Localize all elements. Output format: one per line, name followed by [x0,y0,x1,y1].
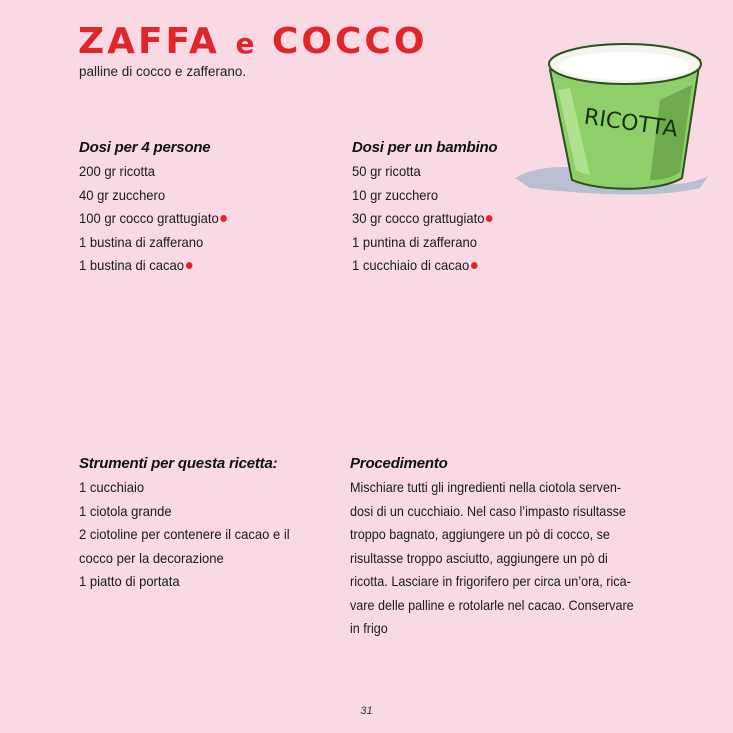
list-item [79,500,290,524]
page-number: 31 [360,705,373,717]
tools-heading: Strumenti per questa ricetta: [79,455,278,472]
list-item-text: 1 ciotola grande [79,502,172,519]
list-item [352,231,493,255]
red-dot-icon [471,262,478,269]
tools-list [79,476,305,594]
red-dot-icon [221,215,228,222]
title-part-2: e [235,27,257,60]
list-item [79,570,290,594]
list-item-text: 1 puntina di zafferano [352,233,477,250]
ingredients-4-list [79,160,238,278]
procedure-line: troppo bagnato, aggiungere un pò di cocco, se [350,526,610,542]
list-item [79,207,227,231]
list-item [352,184,493,208]
cup-label: RICOTTA [582,104,680,143]
procedure-line: dosi di un cucchiaio. Nel caso l’impasto risultasse [350,502,626,519]
subtitle: palline di cocco e zafferano. [79,64,247,79]
procedure-text [350,476,670,641]
ingredients-child-section [352,139,503,278]
tools-section [79,455,305,594]
list-item-text: 200 gr ricotta [79,163,155,179]
list-item-text: 10 gr zucchero [352,186,439,203]
list-item-text: 1 bustina di zafferano [79,233,204,250]
title-part-1: ZAFFA [78,21,220,62]
procedure-line: ricotta. Lasciare in frigorifero per circa un’ora, rica- [350,573,631,589]
list-item-text: 2 ciotoline per contenere il cacao e il [79,526,290,542]
list-item [79,254,227,278]
list-item [352,207,493,231]
list-item [79,231,227,255]
list-item-text: 30 gr cocco grattugiato [352,210,485,226]
procedure-line: risultasse troppo asciutto, aggiungere un pò di [350,549,608,566]
list-item-text: 100 gr cocco grattugiato [79,210,219,226]
ingredients-child-heading: Dosi per un bambino [352,139,498,156]
procedure-line: in frigo [350,620,388,636]
list-item [79,184,227,208]
list-item [352,254,493,278]
list-item [79,547,290,571]
red-dot-icon [186,262,193,269]
list-item-text: 1 piatto di portata [79,573,180,589]
list-item-text: 50 gr ricotta [352,163,421,179]
ingredients-child-list [352,160,503,278]
ricotta-cup-illustration [510,30,710,200]
list-item-text: cocco per la decorazione [79,549,224,566]
list-item [79,523,290,547]
list-item [79,160,227,184]
title-part-3: COCCO [271,21,428,62]
procedure-section [350,455,670,641]
procedure-line: Mischiare tutti gli ingredienti nella ciotola serven- [350,479,622,495]
page-title [78,22,427,64]
list-item-text: 40 gr zucchero [79,186,166,203]
list-item-text: 1 cucchiaio di cacao [352,257,470,273]
procedure-heading: Procedimento [350,455,448,472]
procedure-line: vare delle palline e rotolarle nel cacao. Conservare [350,596,634,613]
list-item-text: 1 bustina di cacao [79,257,184,273]
list-item [352,160,493,184]
ingredients-4-heading: Dosi per 4 persone [79,139,211,156]
red-dot-icon [486,215,493,222]
list-item [79,476,290,500]
list-item-text: 1 cucchiaio [79,479,145,495]
ingredients-4-section [79,139,238,278]
